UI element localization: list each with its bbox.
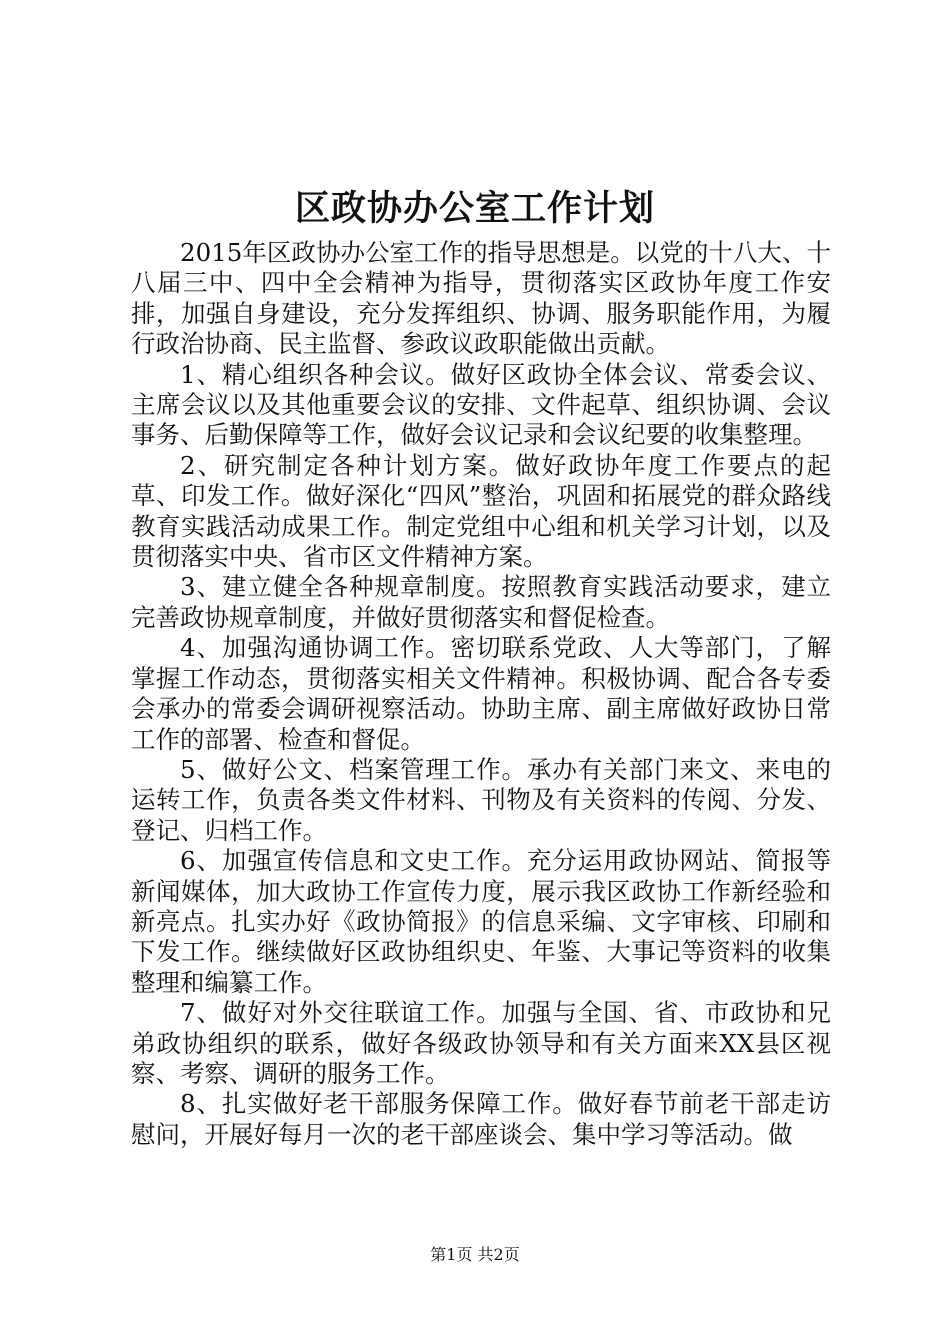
paragraph-item-2: 2、研究制定各种计划方案。做好政协年度工作要点的起草、印发工作。做好深化“四风”整治，巩固和拓展党的群众路线教育实践活动成果工作。制定党组中心组和机关学习计划，以及贯彻落实中央、省市区文件精神方案。: [131, 450, 831, 572]
paragraph-item-5: 5、做好公文、档案管理工作。承办有关部门来文、来电的运转工作，负责各类文件材料、刊物及有关资料的传阅、分发、登记、归档工作。: [131, 754, 831, 845]
paragraph-item-7: 7、做好对外交往联谊工作。加强与全国、省、市政协和兄弟政协组织的联系，做好各级政协领导和有关方面来XX县区视察、考察、调研的服务工作。: [131, 998, 831, 1088]
page-footer: 第1页 共2页: [430, 1245, 520, 1264]
paragraph-item-1: 1、精心组织各种会议。做好区政协全体会议、常委会议、主席会议以及其他重要会议的安排、文件起草、组织协调、会议事务、后勤保障等工作，做好会议记录和会议纪要的收集整理。: [131, 359, 831, 450]
paragraph-item-3: 3、建立健全各种规章制度。按照教育实践活动要求，建立完善政协规章制度，并做好贯彻落实和督促检查。: [131, 572, 831, 632]
paragraph-item-4: 4、加强沟通协调工作。密切联系党政、人大等部门，了解掌握工作动态，贯彻落实相关文件精神。积极协调、配合各专委会承办的常委会调研视察活动。协助主席、副主席做好政协日常工作的部署、检查和督促。: [131, 633, 831, 754]
paragraph-item-6: 6、加强宣传信息和文史工作。充分运用政协网站、简报等新闻媒体，加大政协工作宣传力度，展示我区政协工作新经验和新亮点。扎实办好《政协简报》的信息采编、文字审核、印刷和下发工作。继续做好区政协组织史、年鉴、大事记等资料的收集整理和编纂工作。: [131, 846, 831, 997]
paragraph-intro: 2015年区政协办公室工作的指导思想是。以党的十八大、十八届三中、四中全会精神为指导，贯彻落实区政协年度工作安排，加强自身建设，充分发挥组织、协调、服务职能作用，为履行政治协商、民主监督、参政议政职能做出贡献。: [131, 238, 831, 359]
paragraph-item-8: 8、扎实做好老干部服务保障工作。做好春节前老干部走访慰问，开展好每月一次的老干部座谈会、集中学习等活动。做: [131, 1089, 831, 1149]
document-body: [131, 238, 831, 1150]
document-title: 区政协办公室工作计划: [294, 188, 655, 229]
